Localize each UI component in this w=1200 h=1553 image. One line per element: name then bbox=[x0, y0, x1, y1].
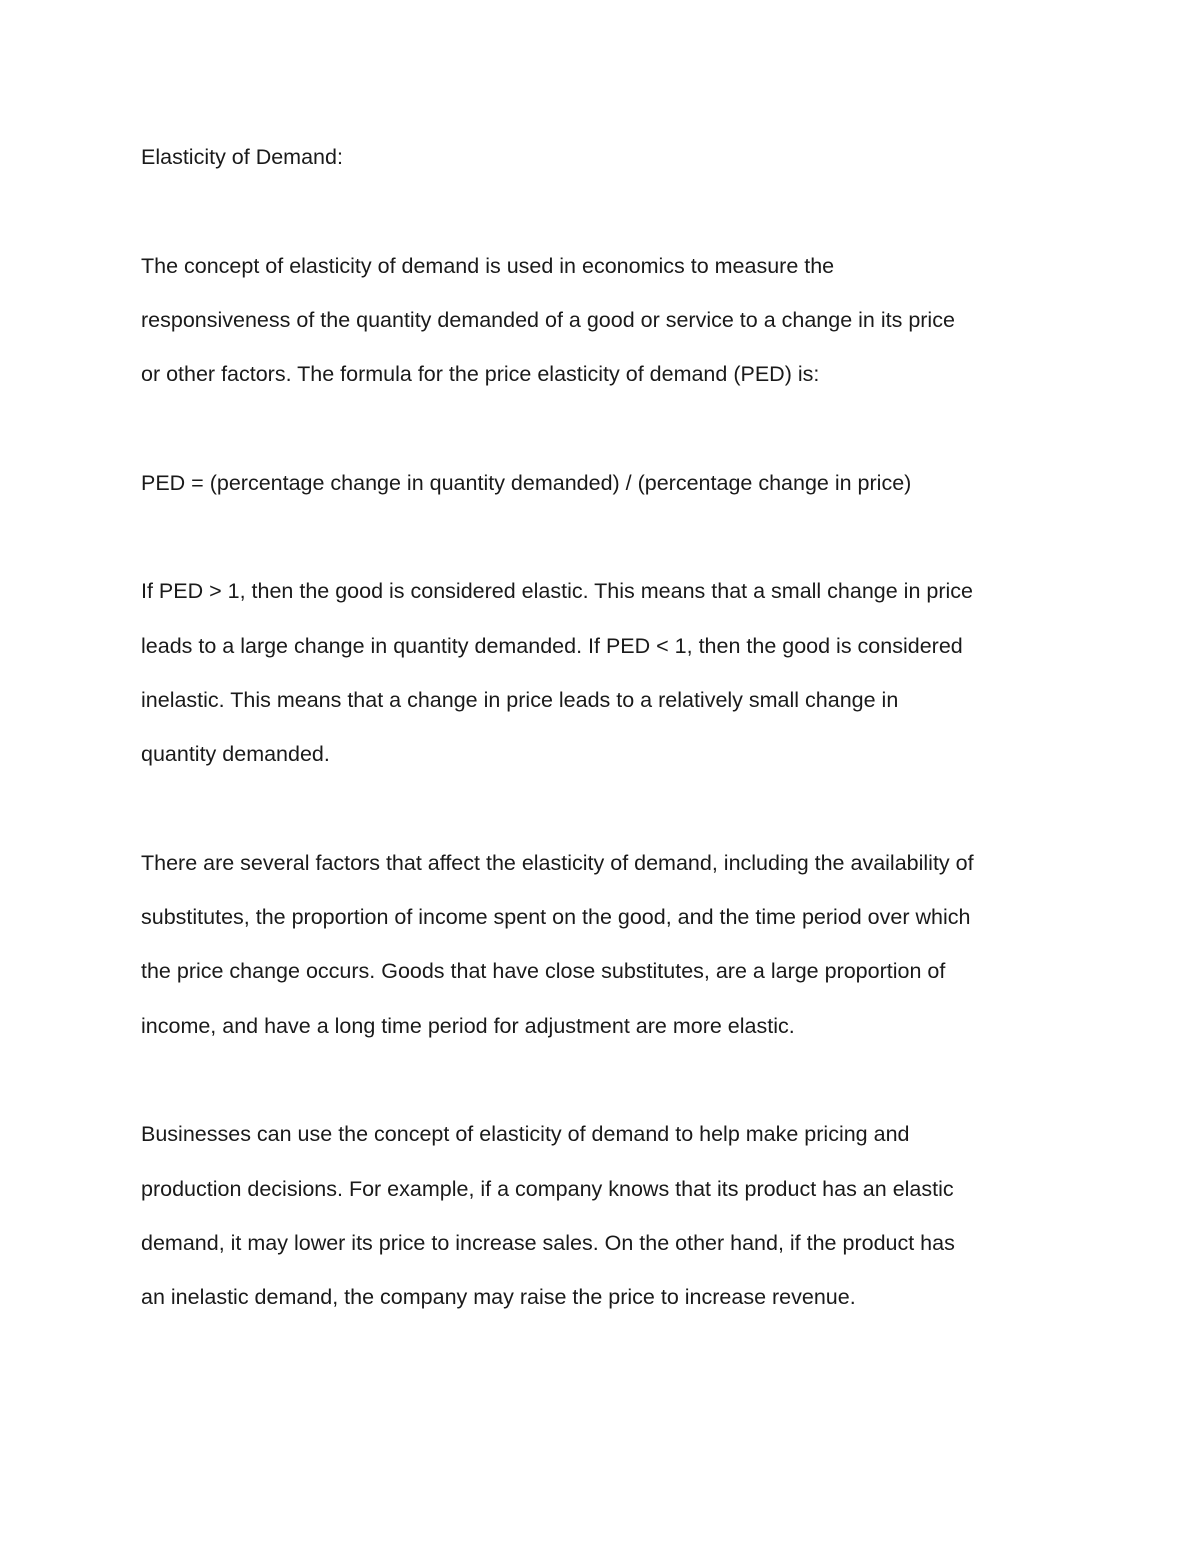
text-line: or other factors. The formula for the price elasticity of demand (PED) is: bbox=[141, 362, 820, 387]
text-line: an inelastic demand, the company may raise the price to increase revenue. bbox=[141, 1285, 856, 1310]
text-line: inelastic. This means that a change in price leads to a relatively small change in bbox=[141, 687, 899, 712]
text-line: Businesses can use the concept of elasticity of demand to help make pricing and bbox=[141, 1122, 910, 1147]
text-line: production decisions. For example, if a company knows that its product has an elastic bbox=[141, 1176, 954, 1201]
text-line: substitutes, the proportion of income spent on the good, and the time period over which bbox=[141, 905, 971, 930]
paragraph-definition bbox=[141, 239, 1066, 402]
formula-line: PED = (percentage change in quantity demanded) / (percentage change in price) bbox=[141, 470, 912, 495]
text-line: The concept of elasticity of demand is used in economics to measure the bbox=[141, 253, 835, 278]
paragraph-interpretation bbox=[141, 564, 1066, 781]
document-title bbox=[141, 130, 1066, 184]
text-line: income, and have a long time period for adjustment are more elastic. bbox=[141, 1013, 795, 1038]
text-line: If PED > 1, then the good is considered elastic. This means that a small change in price bbox=[141, 579, 973, 604]
text-line: There are several factors that affect the elasticity of demand, including the availability of bbox=[141, 850, 974, 875]
title-line: Elasticity of Demand: bbox=[141, 145, 343, 169]
text-line: quantity demanded. bbox=[141, 742, 330, 767]
paragraph-formula bbox=[141, 456, 1066, 510]
text-line: the price change occurs. Goods that have close substitutes, are a large proportion of bbox=[141, 959, 946, 984]
text-line: responsiveness of the quantity demanded of a good or service to a change in its price bbox=[141, 307, 955, 332]
paragraph-business bbox=[141, 1107, 1066, 1324]
paragraph-factors bbox=[141, 836, 1066, 1053]
text-line: demand, it may lower its price to increase sales. On the other hand, if the product has bbox=[141, 1230, 955, 1255]
document-body bbox=[141, 130, 1066, 1379]
text-line: leads to a large change in quantity demanded. If PED < 1, then the good is considered bbox=[141, 633, 963, 658]
